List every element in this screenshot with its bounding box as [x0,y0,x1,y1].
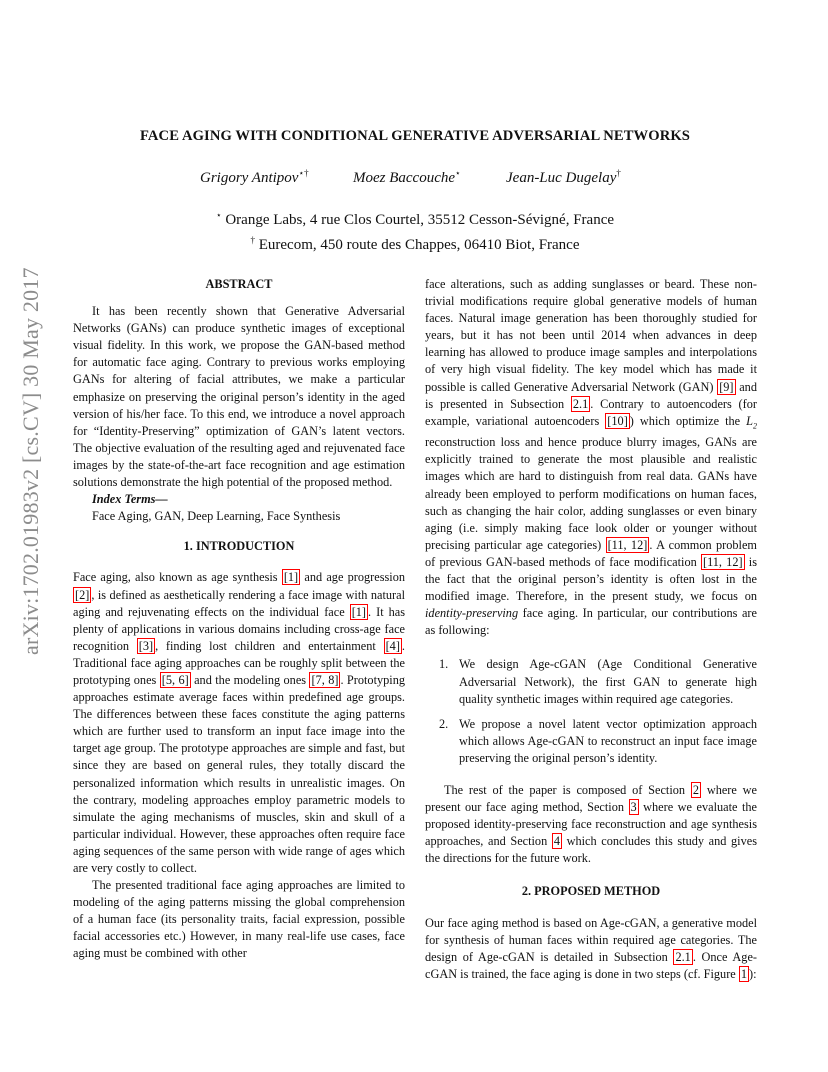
index-terms [73,491,405,525]
citation-link[interactable]: [11, 12] [607,537,648,552]
intro-paragraph-3: face alterations, such as adding sunglasses or beard. These non-trivial modifications require global generative models of human faces. Natural image generation has been thoroughly studied for years, but it has not been until 2014 when advances in deep learning has allowed to produce image samples and interpolations of very high visual fidelity. The key model which has made it possible is called Generative Adversarial Network (GAN) [9] and is presented in Subsection 2.1 . Contrary to autoencoders (for example, variational autoencoders [10] ) which optimize the $L_2$ reconstruction loss and hence produce blurry images, GANs are explicitly trained to generate the most plausible and realistic images which are hard to distinguish from real data. GANs have already been employed to perform modifications on human faces, such as changing the hair color, adding sunglasses or even binary aging (i.e. simply making face look older or younger without precising particular age categories) [11, 12] . A common problem of previous GAN-based methods of face modification [11, 12] is the fact that the original person’s identity is often lost in the modified image. Therefore, in the present study, we focus on identity-preserving face aging. In particular, our contributions are as following: [425,277,757,638]
abstract-heading: ABSTRACT [205,277,273,291]
math-symbol: $L_2$ [746,413,757,431]
citation-link[interactable]: [9] [719,379,734,394]
author-3: Jean-Luc Dugelay† [506,168,621,186]
affiliations [60,205,770,255]
list-number: 1. [439,657,449,672]
citation-link[interactable]: [3] [138,638,154,653]
author-2: Moez Baccouche⋆ [353,168,461,186]
affiliation-2: † Eurecom, 450 route des Chappes, 06410 Biot, France [250,235,580,253]
index-terms-text: Face Aging, GAN, Deep Learning, Face Synthesis [92,509,341,524]
author-1: Grigory Antipov⋆† [200,168,309,186]
method-paragraph-1: Our face aging method is based on Age-cGAN, a generative model for synthesis of human faces within required age categories. The design of Age-cGAN is detailed in Subsection 2.1 . Once Age-cGAN is trained, the face aging is done in two steps (cf. Figure 1 ): [425,915,757,981]
citation-link[interactable]: [11, 12] [702,554,743,569]
index-terms-label: Index Terms— [92,492,168,507]
intro-paragraph-2: The presented traditional face aging approaches are limited to modeling of the aging patterns missing the global comprehension of a human face (its personality traits, facial expression, possible facial accessories etc.) However, in many real-life use cases, face aging must be combined with other [73,878,405,961]
section-link[interactable]: 2 [692,782,700,797]
contributions-list [425,656,757,767]
right-column [425,276,757,983]
author-1-mark: ⋆† [298,168,309,178]
list-number: 2. [439,716,449,731]
arxiv-stamp: arXiv:1702.01983v2 [cs.CV] 30 May 2017 [18,267,43,655]
section-link[interactable]: 2.1 [572,396,589,411]
author-2-mark: ⋆ [455,168,461,178]
citation-link[interactable]: [4] [385,638,400,653]
citation-link[interactable]: [5, 6] [161,672,189,687]
section-link[interactable]: 3 [630,800,637,815]
left-column [73,276,405,963]
figure-link[interactable]: 1 [740,966,747,981]
citation-link[interactable]: [7, 8] [311,672,339,687]
method-heading: 2. PROPOSED METHOD [521,884,661,899]
section-link[interactable]: 4 [553,834,560,849]
citation-link[interactable]: [2] [75,587,90,602]
contribution-text: We design Age-cGAN (Age Conditional Generative Adversarial Network), the first GAN to generate high quality synthetic images within required age categories. [459,657,757,706]
author-3-mark: † [616,168,621,178]
intro-heading: 1. INTRODUCTION [183,539,295,554]
section-link[interactable]: 2.1 [675,949,691,964]
intro-paragraph-4: The rest of the paper is composed of Section 2 where we present our face aging method, Section 3 where we evaluate the proposed identity-preserving face reconstruction and age synthesis approaches, and Section 4 which concludes this study and gives the directions for the future work. [425,782,757,866]
paper-title: FACE AGING WITH CONDITIONAL GENERATIVE ADVERSARIAL NETWORKS [139,128,691,144]
citation-link[interactable]: [1] [283,570,299,585]
citation-link[interactable]: [1] [351,604,367,619]
list-item [425,656,757,707]
list-item [425,716,757,767]
citation-link[interactable]: [10] [607,413,628,428]
affiliation-1: ⋆ Orange Labs, 4 rue Clos Courtel, 35512 Cesson-Sévigné, France [215,210,615,228]
abstract-text: It has been recently shown that Generative Adversarial Networks (GANs) can produce synthetic images of exceptional visual fidelity. In this work, we propose the GAN-based method for automatic face aging. Contrary to previous works employing GANs for altering of facial attributes, we make a particular emphasize on preserving the original person’s identity in the aged version of his/her face. To this end, we introduce a novel approach for “Identity-Preserving” optimization of GAN’s latent vectors. The objective evaluation of the resulting aged and rejuvenated face images by the state-of-the-art face recognition and age estimation solutions demonstrate the high potential of the proposed method. [73,304,405,490]
contribution-text: We propose a novel latent vector optimization approach which allows Age-cGAN to reconstruct an input face image preserving the original person’s identity. [459,716,757,765]
intro-paragraph-1: Face aging, also known as age synthesis [1] and age progression [2] , is defined as aesthetically rendering a face image with natural aging and rejuvenating effects on the individual face [1] . It has plenty of applications in various domains including cross-age face recognition [3] , finding lost children and entertainment [4] . Traditional face aging approaches can be roughly split between the prototyping ones [5, 6] and the modeling ones [7, 8] . Prototyping approaches estimate average faces within predefined age groups. The differences between these faces constitute the aging patterns which are further used to transform an input face image into the target age group. The prototype approaches are simple and fast, but since they are based on general rules, they totally discard the personalized information which results in unrealistic images. On the contrary, modeling approaches employ parametric models to simulate the aging mechanisms of muscles, skin and skull of a particular individual. However, these approaches often require face aging sequences of the same person with wide range of ages which are very costly to collect. [73,570,406,875]
